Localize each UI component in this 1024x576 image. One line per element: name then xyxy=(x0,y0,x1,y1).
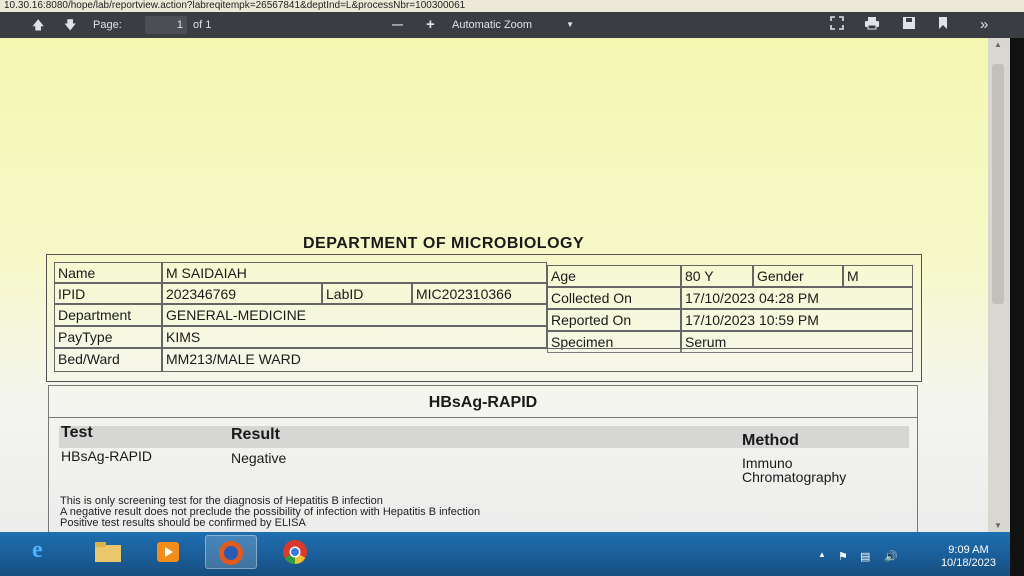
note-line-3: Positive test results should be confirmed by ELISA xyxy=(60,517,306,529)
department-title: DEPARTMENT OF MICROBIOLOGY xyxy=(303,235,585,252)
collected-on-value: 17/10/2023 04:28 PM xyxy=(681,287,913,309)
test-name-cell: HBsAg-RAPID xyxy=(61,448,153,464)
chrome-icon xyxy=(282,539,308,565)
scroll-down-icon[interactable]: ▼ xyxy=(994,521,1002,530)
method-column-header: Method xyxy=(742,432,799,449)
age-value: 80 Y xyxy=(681,265,753,287)
divider xyxy=(49,417,917,418)
method-line-1: Immuno xyxy=(742,455,793,471)
age-label: Age xyxy=(547,265,681,287)
ipid-value: 202346769 xyxy=(162,283,322,304)
collected-on-label: Collected On xyxy=(547,287,681,309)
next-page-icon[interactable]: 🡇 xyxy=(64,18,77,32)
vertical-scrollbar[interactable] xyxy=(988,38,1010,532)
note-line-2: A negative result does not preclude the possibility of infection with Hepatitis B infection xyxy=(60,506,481,518)
test-section-title: HBsAg-RAPID xyxy=(428,394,538,411)
pdf-viewer[interactable] xyxy=(0,38,988,532)
method-line-2: Chromatography xyxy=(742,469,847,485)
page-total: of 1 xyxy=(193,19,212,31)
scroll-up-icon[interactable]: ▲ xyxy=(994,40,1002,49)
report-page xyxy=(10,38,978,532)
name-value: M SAIDAIAH xyxy=(162,262,547,283)
zoom-select[interactable] xyxy=(452,16,580,34)
note-line-1: This is only screening test for the diagnosis of Hepatitis B infection xyxy=(60,495,383,507)
bedward-value: MM213/MALE WARD xyxy=(162,348,913,372)
print-icon[interactable] xyxy=(864,16,880,34)
test-column-header: Test xyxy=(61,424,93,441)
previous-page-icon[interactable]: 🡅 xyxy=(32,18,45,32)
address-bar[interactable] xyxy=(0,0,1024,12)
labid-value: MIC202310366 xyxy=(412,283,547,304)
method-cell xyxy=(742,456,846,484)
reported-on-label: Reported On xyxy=(547,309,681,331)
media-player-icon xyxy=(156,541,180,563)
patient-info-table xyxy=(46,254,922,382)
internet-explorer-icon: e xyxy=(32,537,43,563)
scrollbar-thumb[interactable] xyxy=(992,64,1004,304)
tools-menu-icon[interactable]: » xyxy=(980,16,989,33)
firefox-icon xyxy=(218,540,244,566)
action-center-flag-icon[interactable]: ⚑ xyxy=(838,551,848,563)
network-icon[interactable]: ▤ xyxy=(860,551,871,563)
chevron-down-icon: ▼ xyxy=(566,20,574,29)
result-column-header: Result xyxy=(231,426,280,443)
ie-button[interactable] xyxy=(20,535,72,569)
gender-value: M xyxy=(843,265,913,287)
system-clock[interactable] xyxy=(941,544,996,570)
paytype-value: KIMS xyxy=(162,326,547,348)
name-label: Name xyxy=(54,262,162,283)
presentation-mode-icon[interactable] xyxy=(830,16,844,34)
department-value: GENERAL-MEDICINE xyxy=(162,304,547,326)
media-player-button[interactable] xyxy=(142,535,194,569)
chrome-button[interactable] xyxy=(270,535,322,569)
result-cell: Negative xyxy=(231,450,287,466)
explorer-button[interactable] xyxy=(82,535,134,569)
windows-taskbar xyxy=(0,532,1010,576)
pdf-toolbar xyxy=(0,12,1024,38)
clock-date: 10/18/2023 xyxy=(940,557,996,569)
labid-label: LabID xyxy=(322,283,412,304)
specimen-value: Serum xyxy=(681,331,913,353)
clock-time: 9:09 AM xyxy=(948,544,989,556)
firefox-button[interactable] xyxy=(205,535,257,569)
paytype-label: PayType xyxy=(54,326,162,348)
specimen-label: Specimen xyxy=(547,331,681,353)
bedward-label: Bed/Ward xyxy=(54,348,162,372)
reported-on-value: 17/10/2023 10:59 PM xyxy=(681,309,913,331)
zoom-in-button[interactable]: + xyxy=(426,16,435,33)
save-icon[interactable] xyxy=(902,16,916,34)
volume-icon[interactable]: 🔊 xyxy=(884,551,898,563)
page-label: Page: xyxy=(93,19,122,31)
page-number-input[interactable]: 1 xyxy=(145,16,187,34)
zoom-out-button[interactable]: — xyxy=(392,19,403,31)
ipid-label: IPID xyxy=(54,283,162,304)
gender-label: Gender xyxy=(753,265,843,287)
tray-expand-icon[interactable]: ▲ xyxy=(818,550,826,559)
zoom-select-value: Automatic Zoom xyxy=(452,19,533,31)
department-label: Department xyxy=(54,304,162,326)
bookmark-icon[interactable] xyxy=(938,16,948,34)
folder-icon xyxy=(94,541,122,563)
url-text: 10.30.16:8080/hope/lab/reportview.action?labreqitempk=26567841&deptInd=L&processNbr=100300061 xyxy=(4,0,466,11)
